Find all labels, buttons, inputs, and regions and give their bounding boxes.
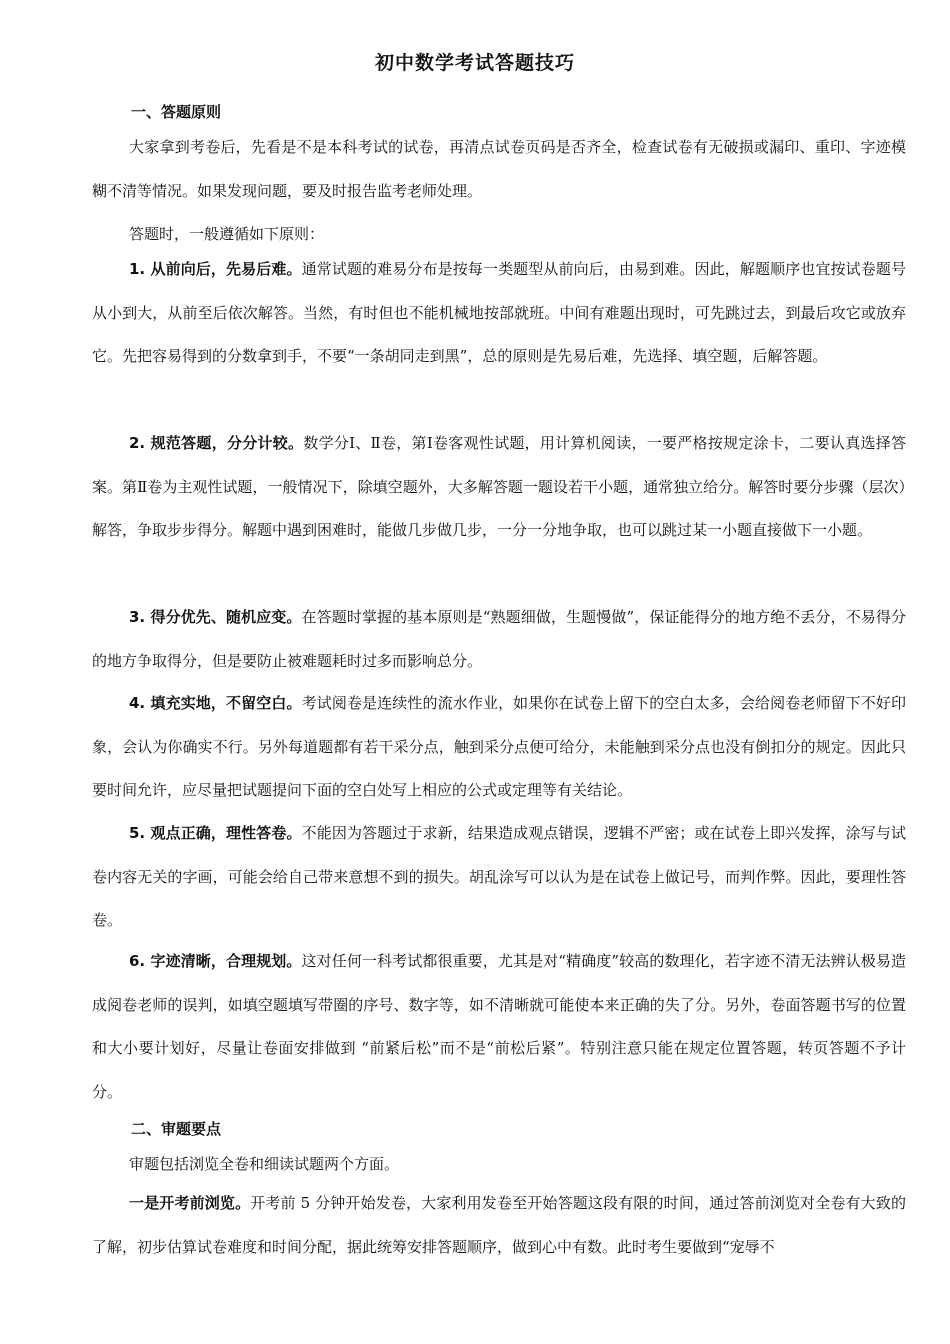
- review-lead: 一是开考前浏览。: [129, 1194, 251, 1212]
- rule-lead: 4. 填充实地，不留空白。: [129, 694, 302, 712]
- rule-text: 数学分Ⅰ、Ⅱ卷，第Ⅰ卷客观性试题，用计算机阅读，一要严格按规定涂卡，二要认真选择答案。第Ⅱ卷为主观性试题，一般情况下，除填空题外，大多解答题一题设若干小题，通常独立给分。解答时要分步骤（层次）解答，争取步步得分。解题中遇到困难时，能做几步做几步，一分一分地争取，也可以跳过某一小题直接做下一小题。: [92, 434, 906, 540]
- section-heading-principles: 一、答题原则: [131, 103, 222, 121]
- rule-text: 这对任何一科考试都很重要，尤其是对“精确度”较高的数理化，若字迹不清无法辨认极易造成阅卷老师的误判，如填空题填写带圈的序号、数字等，如不清晰就可能使本来正确的失了分。另外，卷面答题书写的位置和大小要计划好，尽量让卷面安排做到 “前紧后松”而不是“前松后紧”。特别注意只能在规定位置答题，转页答题不予计分。: [92, 952, 907, 1101]
- document-title: 初中数学考试答题技巧: [374, 52, 575, 74]
- rule-paragraph-3: [92, 596, 906, 683]
- rule-text: 在答题时掌握的基本原则是“熟题细做，生题慢做”，保证能得分的地方绝不丢分，不易得分的地方争取得分，但是要防止被难题耗时过多而影响总分。: [92, 608, 907, 670]
- rule-paragraph-2: [92, 422, 906, 553]
- rule-lead: 1. 从前向后，先易后难。: [129, 260, 302, 278]
- section-heading-review: 二、审题要点: [131, 1120, 222, 1138]
- rule-paragraph-1: [92, 248, 906, 379]
- rule-paragraph-6: [92, 940, 906, 1114]
- paragraph-review-intro: 审题包括浏览全卷和细读试题两个方面。: [129, 1155, 400, 1173]
- rule-lead: 5. 观点正确，理性答卷。: [129, 824, 302, 842]
- rule-lead: 3. 得分优先、随机应变。: [129, 608, 302, 626]
- review-paragraph-1: [92, 1182, 906, 1269]
- rule-text: 通常试题的难易分布是按每一类题型从前向后，由易到难。因此，解题顺序也宜按试卷题号从小到大，从前至后依次解答。当然，有时但也不能机械地按部就班。中间有难题出现时，可先跳过去，到最后攻它或放弃它。先把容易得到的分数拿到手，不要“一条胡同走到黑”，总的原则是先易后难，先选择、填空题，后解答题。: [92, 260, 907, 366]
- rule-lead: 2. 规范答题，分分计较。: [129, 434, 304, 452]
- rule-paragraph-5: [92, 812, 906, 943]
- paragraph-intro: 大家拿到考卷后，先看是不是本科考试的试卷，再清点试卷页码是否齐全，检查试卷有无破损或漏印、重印、字迹模糊不清等情况。如果发现问题，要及时报告监考老师处理。: [92, 138, 906, 200]
- rule-text: 不能因为答题过于求新，结果造成观点错误，逻辑不严密；或在试卷上即兴发挥，涂写与试卷内容无关的字画，可能会给自己带来意想不到的损失。胡乱涂写可以认为是在试卷上做记号，而判作弊。因此，要理性答卷。: [92, 824, 907, 930]
- rule-text: 考试阅卷是连续性的流水作业，如果你在试卷上留下的空白太多，会给阅卷老师留下不好印象，会认为你确实不行。另外每道题都有若干采分点，触到采分点便可给分，未能触到采分点也没有倒扣分的规定。因此只要时间允许，应尽量把试题提问下面的空白处写上相应的公式或定理等有关结论。: [92, 694, 907, 800]
- rule-paragraph-4: [92, 682, 906, 813]
- rule-lead: 6. 字迹清晰，合理规划。: [129, 952, 302, 970]
- paragraph-principles-lead: 答题时，一般遵循如下原则：: [129, 225, 325, 243]
- review-text: 开考前 5 分钟开始发卷，大家利用发卷至开始答题这段有限的时间，通过答前浏览对全卷有大致的了解，初步估算试卷难度和时间分配，据此统筹安排答题顺序，做到心中有数。此时考生要做到“宠辱不: [92, 1194, 906, 1256]
